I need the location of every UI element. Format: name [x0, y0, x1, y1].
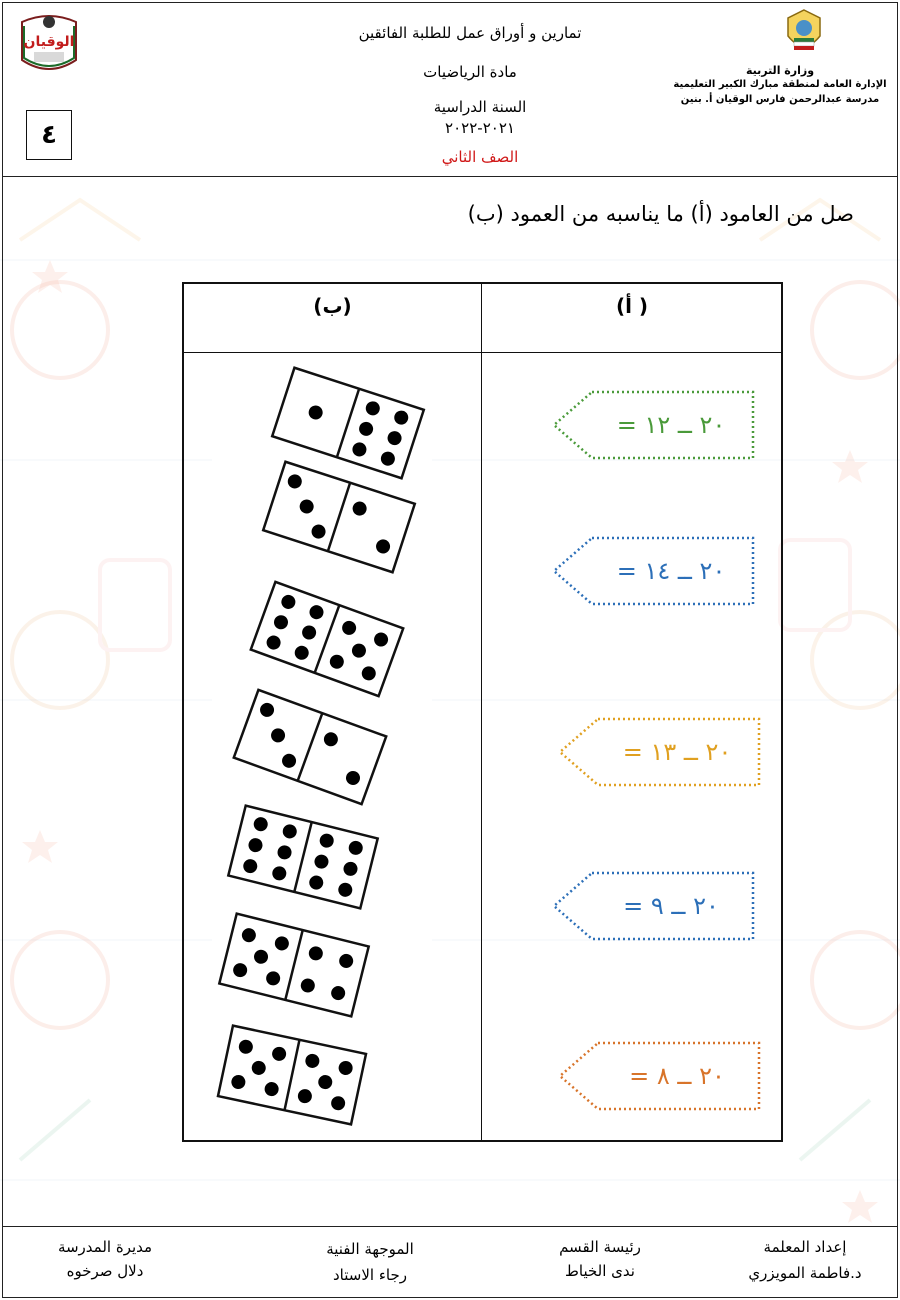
expression-text: ٢٠ ــ ١٤ = — [616, 557, 726, 585]
expression-tag[interactable] — [550, 389, 756, 461]
footer-supervisor-name: رجاء الاستاد — [333, 1266, 407, 1284]
header-year-value: ٢٠٢١-٢٠٢٢ — [445, 119, 515, 137]
instruction-text: صل من العامود (أ) ما يناسبه من العمود (ب) — [467, 202, 854, 226]
expression-tag[interactable] — [550, 535, 756, 607]
header-divider — [2, 176, 898, 177]
expression-tag[interactable] — [556, 716, 762, 788]
column-a-header: ( أ) — [615, 294, 649, 318]
footer-supervisor-role: الموجهة الفنية — [326, 1240, 414, 1258]
school-name: مدرسة عبدالرحمن فارس الوقيان أ. بنين — [680, 94, 880, 105]
header-grade: الصف الثاني — [441, 148, 519, 166]
header-title: تمارين و أوراق عمل للطلبة الفائقين — [358, 24, 582, 42]
footer-head-role: رئيسة القسم — [559, 1238, 641, 1256]
expression-text: ٢٠ ــ ٩ = — [623, 892, 719, 920]
footer-principal-role: مديرة المدرسة — [57, 1238, 153, 1256]
footer-principal-name: دلال صرخوه — [66, 1262, 144, 1280]
footer-teacher-role: إعداد المعلمة — [763, 1238, 847, 1256]
page-number: ٤ — [26, 110, 72, 160]
table-column-divider — [481, 284, 482, 1140]
expression-text: ٢٠ ــ ٨ = — [629, 1062, 725, 1090]
expression-tag[interactable] — [550, 870, 756, 942]
header-year-label: السنة الدراسية — [433, 98, 527, 116]
ministry-name: وزارة التربية — [745, 64, 815, 77]
header-subject: مادة الرياضيات — [423, 63, 517, 81]
footer-teacher-name: د.فاطمة المويزري — [748, 1264, 862, 1282]
footer-divider — [2, 1226, 898, 1227]
footer-head-name: ندى الخياط — [565, 1262, 635, 1280]
expression-text: ٢٠ ــ ١٢ = — [616, 411, 726, 439]
column-b-header: (ب) — [313, 294, 352, 318]
svg-text:الوقيان: الوقيان — [23, 34, 75, 50]
expression-tag[interactable] — [556, 1040, 762, 1112]
ministry-emblem — [780, 8, 828, 60]
school-logo — [14, 12, 84, 82]
domino-tile[interactable] — [207, 990, 377, 1160]
expression-text: ٢٠ ــ ١٣ = — [622, 738, 732, 766]
directorate-name: الإدارة العامة لمنطقة مبارك الكبير التعليمية — [673, 79, 887, 90]
